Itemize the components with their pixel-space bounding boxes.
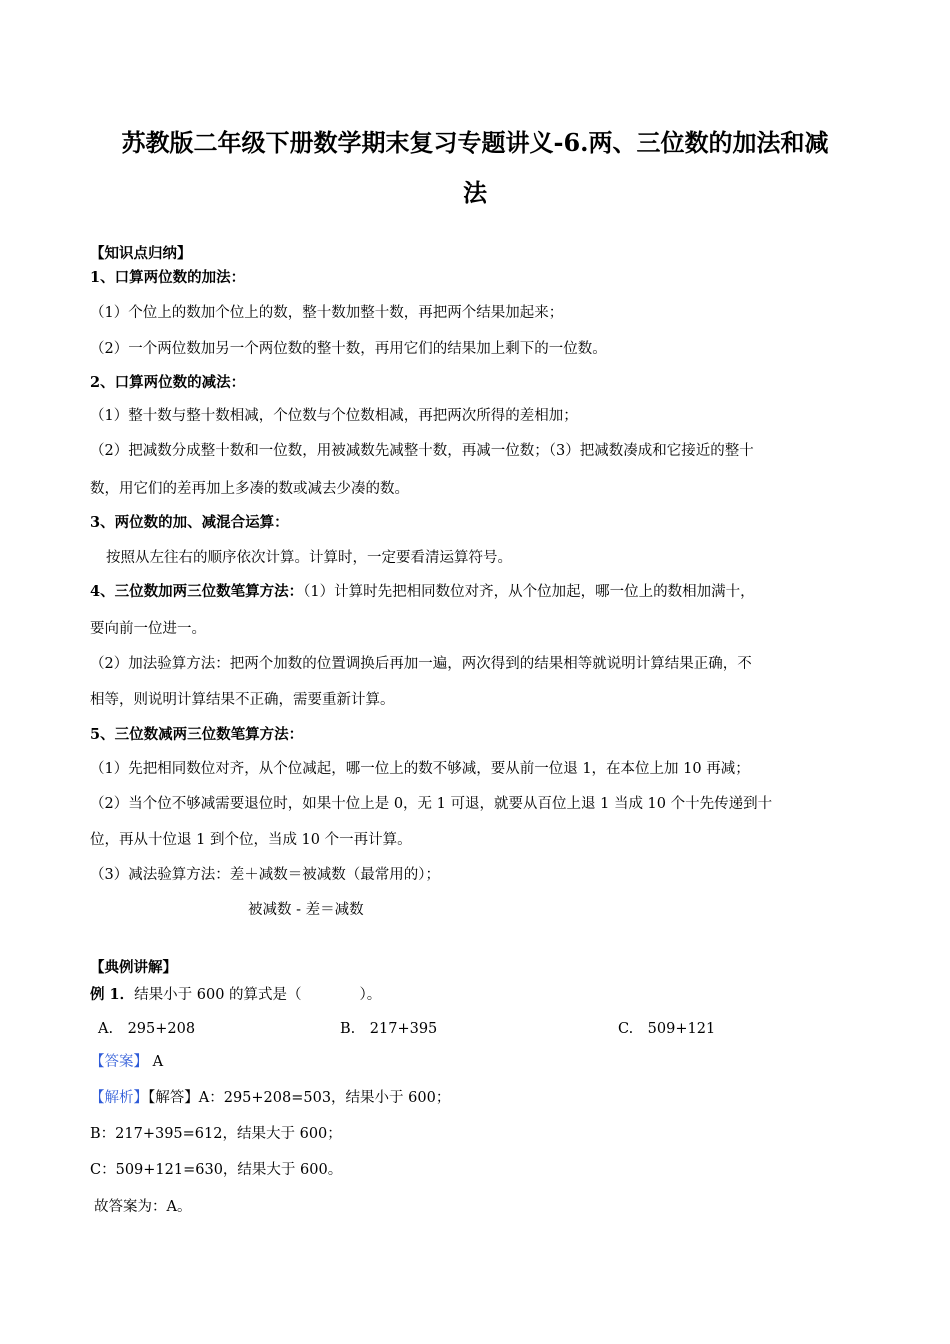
section-4-point-1a: （1）计算时先把相同数位对齐，从个位加起，哪一位上的数相加满十，	[303, 584, 755, 600]
example-label: 例 1．	[90, 986, 135, 1003]
section-1-title: 1、口算两位数的加法：	[90, 269, 246, 286]
analysis-line-2: B：217+395=612，结果大于 600；	[90, 1126, 342, 1142]
analysis-line-1	[90, 1087, 450, 1109]
section-1-point-1: （1）个位上的数加个位上的数，整十数加整十数，再把两个结果加起来；	[90, 305, 564, 321]
option-b: B. 217+395	[340, 1021, 438, 1037]
section-2-title: 2、口算两位数的减法：	[90, 374, 246, 391]
page-title: 苏教版二年级下册数学期末复习专题讲义-6.两、三位数的加法和减	[121, 128, 829, 157]
example-question	[90, 984, 381, 1006]
example-heading: 【典例讲解】	[90, 959, 177, 976]
knowledge-heading: 【知识点归纳】	[90, 245, 192, 262]
option-a: A. 295+208	[98, 1021, 196, 1037]
analysis-line-3: C：509+121=630，结果大于 600。	[90, 1162, 343, 1178]
analysis-line-4: 故答案为：A。	[94, 1199, 192, 1215]
section-4-line-1	[90, 581, 755, 603]
section-4-point-2a: （2）加法验算方法：把两个加数的位置调换后再加一遍，两次得到的结果相等就说明计算结果正确，不	[90, 656, 752, 672]
section-5-point-3: （3）减法验算方法：差＋减数＝被减数（最常用的）；	[90, 867, 440, 883]
section-2-point-2b: 数，用它们的差再加上多凑的数或减去少凑的数。	[90, 481, 409, 497]
analysis-label: 【解析】	[90, 1090, 148, 1106]
section-4-point-1b: 要向前一位进一。	[90, 621, 206, 637]
answer-value: A	[152, 1054, 164, 1070]
section-5-point-2b: 位，再从十位退 1 到个位，当成 10 个一再计算。	[90, 832, 412, 848]
answer-label: 【答案】	[90, 1054, 148, 1070]
section-5-point-2a: （2）当个位不够减需要退位时，如果十位上是 0，无 1 可退，就要从百位上退 1 当成 10 个十先传递到十	[90, 796, 773, 812]
section-5-title: 5、三位数减两三位数笔算方法：	[90, 726, 304, 743]
section-4-point-2b: 相等，则说明计算结果不正确，需要重新计算。	[90, 692, 395, 708]
answer-line	[90, 1051, 163, 1073]
section-2-point-2a: （2）把减数分成整十数和一位数，用被减数先减整十数，再减一位数；（3）把减数凑成和它接近的整十	[90, 443, 754, 459]
section-5-point-1: （1）先把相同数位对齐，从个位减起，哪一位上的数不够减，要从前一位退 1，在本位上加 10 再减；	[90, 761, 750, 777]
section-4-title: 4、三位数加两三位数笔算方法：	[90, 583, 304, 600]
example-question-text: 结果小于 600 的算式是（ ）。	[134, 987, 382, 1003]
page-title-continued: 法	[463, 178, 487, 207]
option-c: C. 509+121	[618, 1021, 716, 1037]
section-1-point-2: （2）一个两位数加另一个两位数的整十数，再用它们的结果加上剩下的一位数。	[90, 341, 607, 357]
section-2-point-1: （1）整十数与整十数相减，个位数与个位数相减，再把两次所得的差相加；	[90, 408, 578, 424]
section-3-point-1: 按照从左往右的顺序依次计算。计算时，一定要看清运算符号。	[106, 550, 512, 566]
analysis-text-1: 【解答】A：295+208=503，结果小于 600；	[148, 1090, 451, 1106]
section-5-point-4: 被减数 - 差＝减数	[248, 902, 364, 918]
section-3-title: 3、两位数的加、减混合运算：	[90, 514, 289, 531]
